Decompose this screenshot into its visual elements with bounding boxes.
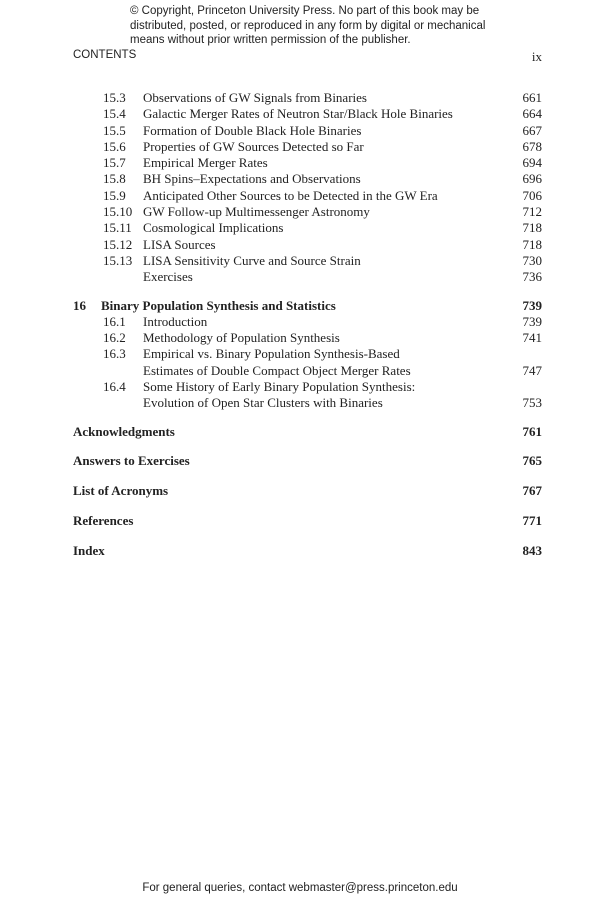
toc-entry[interactable]: [73, 424, 542, 440]
toc-entry-page: 718: [522, 236, 542, 252]
toc-entry-number: 15.8: [103, 171, 126, 187]
toc-entry[interactable]: [73, 253, 542, 269]
chapter-title: Binary Population Synthesis and Statistics: [101, 297, 336, 313]
toc-entry-number: 15.13: [103, 252, 133, 268]
toc-entry[interactable]: [73, 513, 542, 529]
toc-entry-number: 16.3: [103, 346, 126, 362]
footer-contact: For general queries, contact webmaster@press.princeton.edu: [142, 882, 458, 894]
toc-entry-page: 747: [522, 362, 542, 378]
toc-entry-page: 667: [522, 122, 542, 138]
toc-entry[interactable]: [73, 346, 542, 362]
chapter-page: 739: [522, 297, 542, 313]
toc-entry-page: 761: [522, 423, 542, 439]
toc-entry-title: Introduction: [143, 313, 208, 329]
toc-entry[interactable]: [73, 543, 542, 559]
toc-entry-title: Estimates of Double Compact Object Merger Rates: [143, 362, 411, 378]
toc-entry[interactable]: [73, 379, 542, 395]
toc-entry-number: 16.2: [103, 330, 126, 346]
toc-entry-page: 706: [522, 187, 542, 203]
toc-entry[interactable]: [73, 483, 542, 499]
chapter-16-heading[interactable]: [73, 298, 542, 314]
toc-entry-number: 15.12: [103, 236, 133, 252]
toc-entry-title: Anticipated Other Sources to be Detected in the GW Era: [143, 187, 438, 203]
toc-entry-page: 730: [522, 252, 542, 268]
toc-entry-title: LISA Sources: [143, 236, 216, 252]
toc-entry[interactable]: [73, 204, 542, 220]
toc-entry-page: 739: [522, 313, 542, 329]
toc-entry-title: References: [73, 513, 134, 529]
toc-entry-page: 767: [522, 483, 542, 499]
toc-entry-page: 661: [522, 90, 542, 105]
toc-entry[interactable]: [73, 395, 542, 411]
toc-entry-number: 15.7: [103, 155, 126, 171]
toc-entry-page: 712: [522, 204, 542, 220]
copyright-line: means without prior written permission of the publisher.: [130, 34, 411, 46]
toc-entry-page: 741: [522, 330, 542, 346]
chapter-16-section-list: [73, 314, 542, 412]
running-head: [73, 49, 542, 65]
toc-entry-title: Empirical vs. Binary Population Synthesis-Based: [143, 346, 400, 362]
toc-entry-title: Properties of GW Sources Detected so Far: [143, 138, 364, 154]
toc-entry-title: Index: [73, 542, 105, 558]
toc-entry-title: List of Acronyms: [73, 483, 169, 499]
toc-entry-page: 678: [522, 138, 542, 154]
toc-entry-title: Exercises: [143, 269, 193, 285]
toc-entry-title: Acknowledgments: [73, 423, 175, 439]
toc-entry[interactable]: [73, 220, 542, 236]
running-head-page-number: ix: [531, 49, 542, 64]
toc-entry-number: 15.4: [103, 106, 126, 122]
toc-entry-title: Formation of Double Black Hole Binaries: [143, 122, 362, 138]
toc-entry-page: 736: [522, 269, 542, 285]
toc-entry-title: Evolution of Open Star Clusters with Binaries: [143, 395, 383, 411]
copyright-line: © Copyright, Princeton University Press. No part of this book may be: [130, 5, 480, 17]
table-of-contents: [73, 90, 542, 559]
toc-entry-page: 843: [522, 542, 542, 558]
toc-entry-title: Cosmological Implications: [143, 220, 284, 236]
toc-entry[interactable]: [73, 139, 542, 155]
chapter-number: 16: [73, 297, 86, 313]
toc-entry-title: Some History of Early Binary Population Synthesis:: [143, 379, 416, 395]
toc-entry[interactable]: [73, 269, 542, 285]
toc-entry-page: 753: [522, 395, 542, 411]
back-matter-list: [73, 424, 542, 559]
toc-entry-title: Empirical Merger Rates: [143, 155, 268, 171]
toc-entry[interactable]: [73, 155, 542, 171]
toc-entry-number: 15.3: [103, 90, 126, 105]
toc-entry-title: LISA Sensitivity Curve and Source Strain: [143, 252, 361, 268]
toc-entry[interactable]: [73, 363, 542, 379]
toc-entry-title: BH Spins–Expectations and Observations: [143, 171, 361, 187]
toc-entry-page: 765: [522, 453, 542, 469]
toc-entry-page: 771: [522, 513, 542, 529]
toc-entry-title: Answers to Exercises: [73, 453, 190, 469]
toc-entry[interactable]: [73, 106, 542, 122]
toc-entry[interactable]: [73, 314, 542, 330]
toc-entry-title: Methodology of Population Synthesis: [143, 330, 340, 346]
toc-entry[interactable]: [73, 90, 542, 106]
toc-entry-page: 696: [522, 171, 542, 187]
toc-entry[interactable]: [73, 188, 542, 204]
toc-entry-number: 15.6: [103, 138, 126, 154]
toc-entry[interactable]: [73, 237, 542, 253]
toc-entry-number: 15.10: [103, 204, 133, 220]
copyright-line: distributed, posted, or reproduced in any form by digital or mechanical: [130, 19, 486, 32]
toc-entry-number: 15.5: [103, 122, 126, 138]
running-head-title: CONTENTS: [73, 49, 137, 61]
chapter-15-section-list: [73, 90, 542, 286]
toc-entry-title: Observations of GW Signals from Binaries: [143, 90, 367, 105]
toc-entry-number: 16.4: [103, 379, 126, 395]
toc-entry-page: 664: [522, 106, 542, 122]
toc-entry-page: 694: [522, 155, 542, 171]
toc-entry[interactable]: [73, 453, 542, 469]
toc-entry-number: 15.11: [103, 220, 132, 236]
toc-entry-page: 718: [522, 220, 542, 236]
toc-entry-title: Galactic Merger Rates of Neutron Star/Black Hole Binaries: [143, 106, 453, 122]
toc-entry-number: 15.9: [103, 187, 126, 203]
toc-entry[interactable]: [73, 330, 542, 346]
toc-entry-number: 16.1: [103, 313, 126, 329]
copyright-notice: [130, 4, 490, 48]
toc-entry-title: GW Follow-up Multimessenger Astronomy: [143, 204, 370, 220]
toc-entry[interactable]: [73, 123, 542, 139]
toc-entry[interactable]: [73, 171, 542, 187]
